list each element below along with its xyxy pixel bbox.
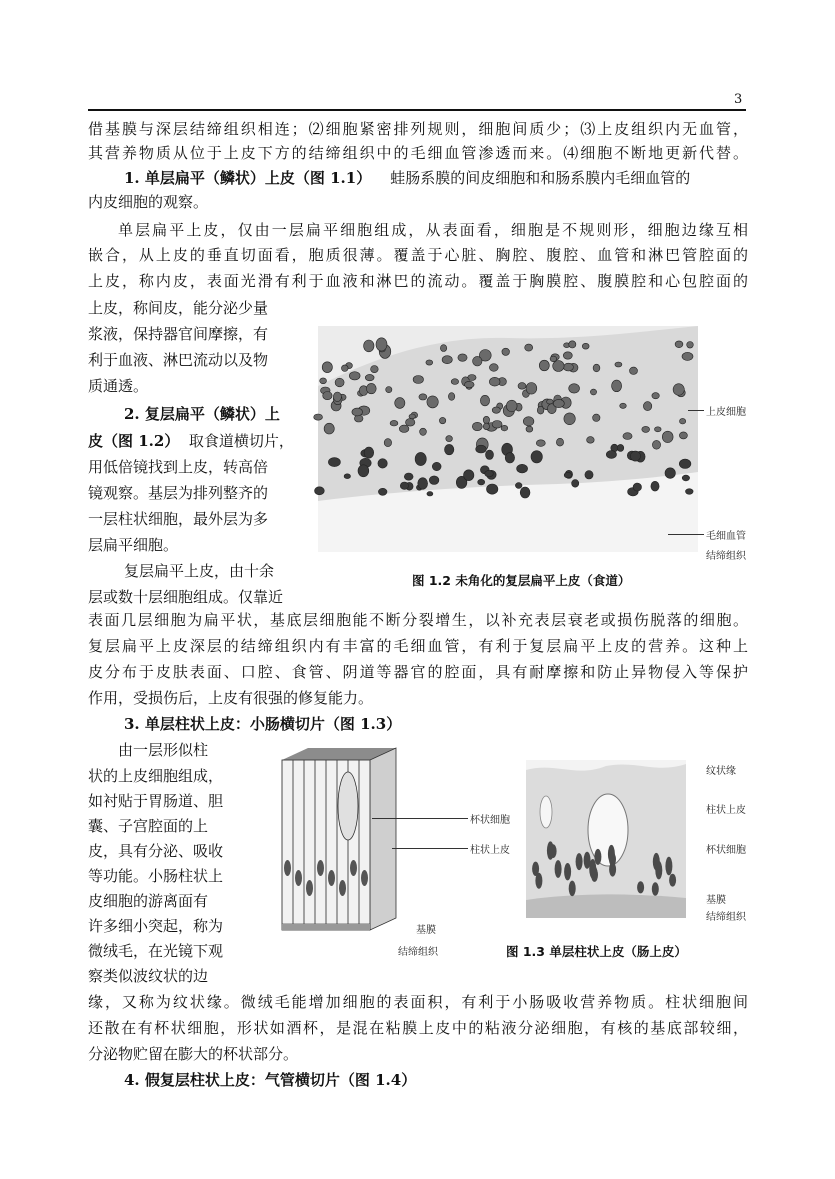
text-line: 其营养物质从位于上皮下方的结缔组织中的毛细血管渗透而来。⑷细胞不断地更新代替。 [88, 144, 748, 162]
cell-nucleus [465, 381, 475, 388]
cell-nucleus [523, 417, 534, 426]
cell-nucleus [643, 402, 651, 411]
cell-nucleus [358, 465, 369, 477]
cell-nucleus [563, 352, 572, 359]
cell-nucleus [352, 408, 363, 416]
text-line: 用低倍镜找到上皮，转高倍 [88, 458, 269, 476]
cell-nucleus [651, 481, 659, 491]
cell-nucleus [409, 414, 415, 419]
text-line: 等功能。小肠柱状上 [88, 867, 224, 885]
cell-nucleus [426, 360, 433, 365]
cell-nucleus [400, 482, 408, 489]
cell-nucleus [539, 360, 549, 371]
cell-nucleus [483, 423, 489, 430]
cell-nucleus [350, 860, 357, 876]
cell-nucleus [590, 389, 596, 395]
cell-nucleus [520, 487, 530, 498]
text-line: 单层扁平上皮，仅由一层扁平细胞组成，从表面看，细胞是不规则形，细胞边缘互相 [118, 221, 748, 239]
cell-nucleus [655, 427, 662, 432]
label-columnar-epithelium-2: 柱状上皮 [706, 805, 746, 816]
cell-nucleus [525, 344, 533, 351]
cell-nucleus [637, 881, 644, 893]
cell-nucleus [652, 393, 659, 399]
label-connective-clip [698, 548, 748, 562]
cell-nucleus [315, 487, 325, 495]
text-line: 层或数十层细胞组成。仅靠近 [88, 588, 284, 606]
label-goblet-cell: 杯状细胞 [470, 815, 510, 826]
section-2-heading-rest: 取食道横切片， [188, 432, 294, 450]
cell-nucleus [328, 458, 340, 467]
label-leader [392, 848, 468, 849]
cell-nucleus [576, 853, 583, 870]
label-striated-border: 纹状缘 [706, 766, 736, 777]
label-connective-tissue: 结缔组织 [398, 947, 438, 958]
cell-nucleus [612, 380, 622, 392]
text-line: 浆液，保持器官间摩擦，有 [88, 325, 269, 343]
label-connective-tissue-2: 结缔组织 [706, 912, 746, 923]
label-leader [372, 818, 468, 819]
cell-nucleus [550, 844, 557, 858]
cell-nucleus [378, 488, 387, 495]
goblet-cell [338, 772, 358, 840]
cell-nucleus [339, 880, 346, 896]
cell-nucleus [536, 440, 545, 447]
cell-nucleus [609, 852, 616, 866]
figure-1-3-micrograph [526, 760, 686, 918]
text-line: 由一层形似柱 [118, 741, 209, 759]
cell-nucleus [517, 464, 528, 473]
cell-nucleus [390, 420, 398, 426]
cell-nucleus [333, 392, 341, 402]
cell-nucleus [675, 341, 683, 348]
figure-1-2-caption: 图 1.2 未角化的复层扁平上皮（食道） [412, 573, 631, 588]
cell-nucleus [662, 431, 673, 442]
cell-nucleus [364, 447, 374, 458]
section-4-heading: 4. 假复层柱状上皮：气管横切片（图 1.4） [124, 1071, 417, 1089]
cell-nucleus [633, 483, 641, 491]
cell-nucleus [673, 384, 684, 396]
label-epithelial-cell: 上皮细胞 [706, 407, 746, 418]
cell-nucleus [448, 393, 454, 401]
section-2-heading: 2. 复层扁平（鳞状）上 [124, 405, 280, 423]
text-line: 许多细小突起，称为 [88, 917, 224, 935]
cell-nucleus [687, 342, 694, 349]
text-line: 作用，受损伤后，上皮有很强的修复能力。 [88, 689, 374, 707]
cell-nucleus [328, 870, 335, 886]
cell-nucleus [439, 417, 445, 423]
cell-nucleus [569, 341, 576, 348]
text-line: 分泌物贮留在膨大的杯状部分。 [88, 1045, 299, 1063]
text-line: 皮，具有分泌、吸收 [88, 842, 224, 860]
section-1-heading-line [124, 166, 690, 190]
cell-nucleus [335, 378, 344, 387]
cell-nucleus [553, 399, 564, 407]
cell-nucleus [427, 492, 433, 496]
cell-nucleus [569, 384, 580, 393]
text-line: 还散在有杯状细胞，形状如酒杯，是混在粘膜上皮中的粘液分泌细胞，有核的基底部较细， [88, 1019, 748, 1037]
text-line: 微绒毛，在光镜下观 [88, 942, 224, 960]
esophagus-epithelium-illustration [318, 326, 698, 552]
page-number: 3 [734, 92, 743, 107]
cell-nucleus [445, 444, 454, 454]
columnar-epithelium-diagram [268, 748, 396, 936]
figure-1-3-diagram [268, 748, 396, 936]
cell-nucleus [606, 451, 616, 459]
cell-nucleus [314, 414, 323, 420]
figure-1-2-micrograph [318, 326, 698, 552]
cell-nucleus [386, 387, 392, 393]
text-line: 察类似波纹状的边 [88, 967, 209, 985]
text-line: 如衬贴于胃肠道、胆 [88, 792, 224, 810]
cell-nucleus [364, 340, 374, 352]
cell-nucleus [505, 453, 514, 463]
cell-nucleus [515, 483, 522, 489]
label-basement-membrane: 基膜 [416, 925, 436, 936]
text-line: 缘，又称为纹状缘。微绒毛能增加细胞的表面积，有利于小肠吸收营养物质。柱状细胞间 [88, 993, 748, 1011]
cell-nucleus [395, 398, 405, 409]
text-line: 层扁平细胞。 [88, 536, 179, 554]
cell-nucleus [553, 361, 564, 372]
cell-nucleus [665, 857, 672, 876]
label-basement-membrane-2: 基膜 [706, 895, 726, 906]
text-line: 上皮，称间皮，能分泌少量 [88, 299, 269, 317]
label-columnar-epithelium: 柱状上皮 [470, 845, 510, 856]
cell-nucleus [556, 438, 563, 446]
cell-nucleus [593, 364, 600, 372]
cell-nucleus [324, 423, 334, 434]
cell-nucleus [623, 433, 632, 440]
cell-nucleus [487, 484, 498, 494]
cell-nucleus [564, 863, 571, 880]
cell-nucleus [284, 860, 291, 876]
text-line: 借基膜与深层结缔组织相连；⑵细胞紧密排列规则，细胞间质少；⑶上皮组织内无血管， [88, 120, 748, 138]
cell-nucleus [665, 468, 675, 479]
cell-nucleus [442, 356, 452, 364]
label-leader [688, 410, 704, 411]
cell-nucleus [492, 421, 502, 429]
text-line: 利于血液、淋巴流动以及物 [88, 351, 269, 369]
cell-nucleus [478, 479, 485, 485]
cell-nucleus [342, 365, 349, 372]
cell-nucleus [531, 451, 542, 463]
cell-nucleus [413, 376, 423, 384]
cell-nucleus [420, 428, 427, 435]
text-line: 表面几层细胞为扁平状，基底层细胞能不断分裂增生，以补充表层衰老或损伤脱落的细胞。 [88, 611, 748, 629]
cell-nucleus [502, 348, 510, 355]
cell-nucleus [630, 367, 638, 374]
figure-1-3-caption: 图 1.3 单层柱状上皮（肠上皮） [506, 944, 687, 959]
cell-nucleus [480, 395, 489, 406]
intestinal-epithelium-illustration [526, 760, 686, 918]
cell-nucleus [344, 474, 350, 479]
cell-nucleus [489, 364, 498, 372]
cell-nucleus [384, 439, 391, 447]
cell-nucleus [473, 356, 482, 366]
cell-nucleus [617, 444, 624, 451]
cell-nucleus [432, 462, 441, 470]
cell-nucleus [404, 473, 413, 480]
cell-nucleus [458, 354, 467, 361]
label-goblet-cell-2: 杯状细胞 [706, 845, 746, 856]
text-line: 上皮，称内皮，表面光滑有利于血液和淋巴的流动。覆盖于胸膜腔、腹膜腔和心包腔面的 [88, 272, 748, 290]
cell-nucleus [486, 450, 494, 459]
cell-nucleus [476, 445, 487, 453]
cell-nucleus [464, 470, 474, 481]
cell-nucleus [615, 362, 622, 367]
section-1-heading: 1. 单层扁平（鳞状）上皮（图 1.1） [124, 169, 372, 187]
cell-nucleus [489, 377, 500, 386]
cell-nucleus [485, 470, 494, 476]
section-1-heading-rest: 蛙肠系膜的间皮细胞和和肠系膜内毛细血管的 [390, 169, 691, 187]
cell-nucleus [415, 452, 426, 465]
text-line: 皮细胞的游离面有 [88, 892, 209, 910]
cell-nucleus [399, 425, 409, 432]
cell-nucleus [317, 860, 324, 876]
cell-nucleus [472, 422, 482, 430]
cell-nucleus [526, 383, 537, 395]
text-line: 嵌合，从上皮的垂直切面看，胞质很薄。覆盖于心脏、胸腔、腹腔、血管和淋巴管腔面的 [88, 246, 748, 264]
cell-nucleus [492, 407, 500, 413]
cell-nucleus [406, 419, 415, 427]
cell-nucleus [419, 394, 427, 400]
cell-nucleus [440, 345, 446, 352]
label-capillary: 毛细血管 [706, 531, 746, 542]
text-line: 复层扁平上皮深层的结缔组织内有丰富的毛细血管，有利于复层扁平上皮的营养。这种上 [88, 637, 748, 655]
cell-nucleus [518, 383, 526, 390]
cell-nucleus [526, 426, 533, 432]
text-line: 内皮细胞的观察。 [88, 193, 209, 211]
cell-nucleus [323, 392, 332, 400]
text-line: 一层柱状细胞，最外层为多 [88, 510, 269, 528]
cell-nucleus [630, 451, 640, 461]
text-line: 质通透。 [88, 377, 149, 395]
cell-nucleus [679, 432, 687, 439]
cell-nucleus [653, 853, 660, 871]
cell-nucleus [682, 475, 689, 481]
text-line: 复层扁平上皮，由十余 [124, 562, 275, 580]
cell-nucleus [564, 472, 571, 478]
cell-nucleus [682, 352, 693, 360]
cell-nucleus [564, 413, 575, 425]
cell-nucleus [593, 414, 600, 421]
cell-nucleus [569, 881, 576, 897]
cell-nucleus [652, 440, 660, 449]
cell-nucleus [361, 870, 368, 886]
cell-nucleus [306, 880, 313, 896]
cell-nucleus [680, 418, 686, 424]
cell-nucleus [669, 874, 676, 887]
section-3-heading: 3. 单层柱状上皮：小肠横切片（图 1.3） [124, 715, 402, 733]
cell-nucleus [371, 366, 379, 373]
cell-nucleus [547, 399, 554, 404]
cell-nucleus [620, 403, 627, 408]
cell-nucleus [584, 852, 591, 869]
label-connective-tissue: 结缔组织 [706, 551, 746, 562]
text-line: 状的上皮细胞组成， [88, 767, 224, 785]
cell-nucleus [446, 436, 453, 442]
text-line: 镜观察。基层为排列整齐的 [88, 484, 269, 502]
cell-nucleus [594, 849, 601, 865]
header-rule [88, 109, 746, 111]
cell-nucleus [582, 343, 589, 349]
cell-nucleus [427, 396, 438, 408]
section-2-heading-line [88, 429, 294, 453]
cell-nucleus [535, 873, 542, 889]
label-leader [668, 534, 704, 535]
cell-nucleus [555, 860, 562, 878]
cell-nucleus [320, 378, 327, 384]
cell-nucleus [587, 437, 595, 444]
cell-nucleus [451, 379, 458, 385]
cell-nucleus [483, 416, 489, 423]
cell-nucleus [365, 374, 374, 380]
cell-nucleus [349, 372, 360, 380]
section-2-heading-b: 皮（图 1.2） [88, 432, 180, 450]
cell-nucleus [652, 882, 659, 895]
cell-nucleus [506, 400, 517, 412]
cell-nucleus [563, 363, 573, 371]
text-line: 囊、子宫腔面的上 [88, 817, 209, 835]
cell-nucleus [366, 383, 376, 393]
cell-nucleus [322, 362, 332, 373]
cell-nucleus [295, 870, 302, 886]
text-line: 皮分布于皮肤表面、口腔、食管、阴道等器官的腔面，具有耐摩擦和防止异物侵入等保护 [88, 663, 748, 681]
cell-nucleus [378, 459, 387, 468]
cell-nucleus [376, 338, 387, 351]
cell-nucleus [501, 425, 508, 431]
cell-nucleus [642, 426, 650, 432]
cell-nucleus [572, 480, 579, 488]
cell-nucleus [686, 489, 694, 495]
cell-nucleus [429, 476, 439, 485]
cell-nucleus [585, 471, 593, 479]
cell-nucleus [537, 406, 544, 414]
cell-nucleus [418, 478, 428, 490]
cell-nucleus [679, 459, 691, 468]
